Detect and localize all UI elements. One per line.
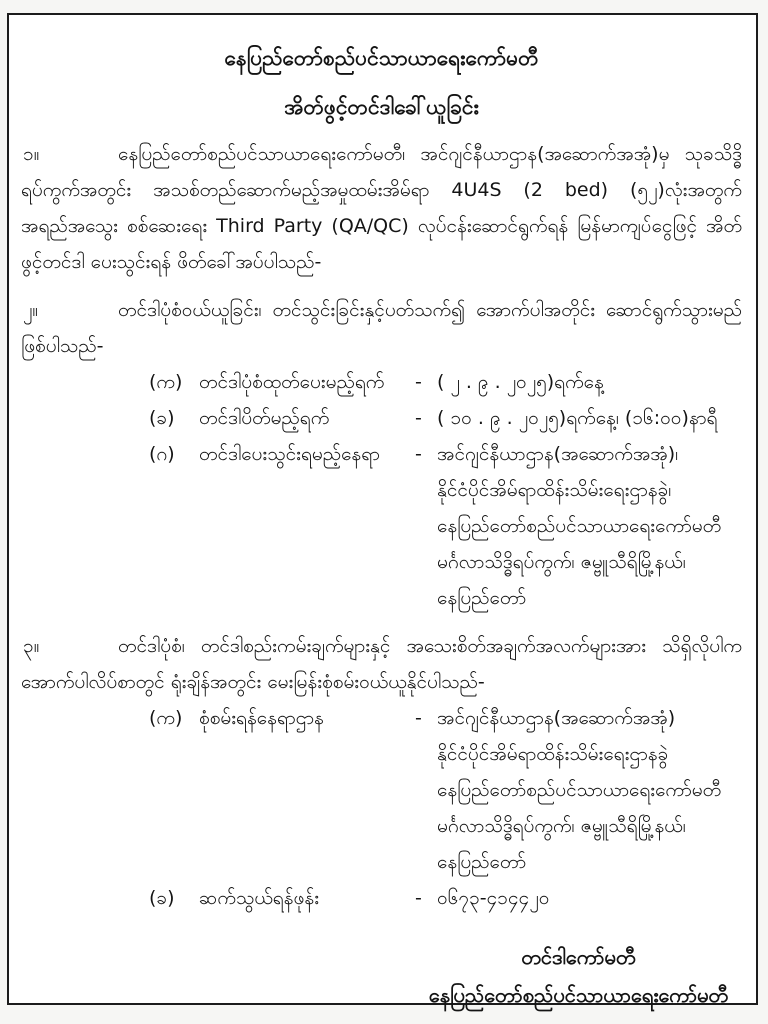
- item-value: ( ၂ . ၉ . ၂၀၂၅)ရက်နေ့: [437, 371, 604, 393]
- paragraph-1-text: နေပြည်တော်စည်ပင်သာယာရေးကော်မတီ၊ အင်ဂျင်နီယာဌာန(အဆောက်အအုံ)မှ သုခသိဒ္ဓိရပ်ကွက်အတွင်း အသစ်တည်ဆောက်မည့်အမှုထမ်းအိမ်ရာ 4U4S (2 bed) (၅၂)လုံးအတွက် အရည်အသွေး စစ်ဆေးရေး Third Party (QA/QC) လုပ်ငန်းဆောင်ရွက်ရန် မြန်မာကျပ်ငွေဖြင့် အိတ်ဖွင့်တင်ဒါ ပေးသွင်းရန် ဖိတ်ခေါ်အပ်ပါသည်-: [21, 143, 742, 273]
- item-dash: -: [415, 371, 422, 393]
- paragraph-2-text: တင်ဒါပုံစံဝယ်ယူခြင်း၊ တင်သွင်းခြင်းနှင့်ပတ်သက်၍ အောက်ပါအတိုင်း ဆောင်ရွက်သွားမည် ဖြစ်ပါသည်-: [21, 299, 742, 357]
- item-label: (ခ): [149, 407, 175, 429]
- list-item: [149, 700, 742, 880]
- list-item: [149, 880, 742, 916]
- item-label: (က): [149, 707, 183, 729]
- item-value: အင်ဂျင်နီယာဌာန(အဆောက်အအုံ)၊ နိုင်ငံပိုင်အိမ်ရာထိန်းသိမ်းရေးဌာနခွဲ၊ နေပြည်တော်စည်ပင်သာယာရေးကော်မတီ မင်္ဂလာသိဒ္ဓိရပ်ကွက်၊ ဇမ္ဗူသီရိမြို့နယ်၊ နေပြည်တော်: [437, 443, 722, 609]
- item-dash: -: [415, 443, 422, 465]
- inquiry-contact-list: [149, 700, 742, 916]
- tender-schedule-list: [149, 364, 742, 616]
- signature-block: [21, 938, 742, 1014]
- signature: [429, 938, 728, 1014]
- item-dash: -: [415, 407, 422, 429]
- signature-line-2: နေပြည်တော်စည်ပင်သာယာရေးကော်မတီ: [428, 983, 728, 1007]
- item-label: (ဂ): [149, 443, 175, 465]
- paragraph-1-number: ၁။: [23, 143, 40, 165]
- paragraph-3-number: ၃။: [23, 635, 40, 657]
- list-item: [149, 400, 742, 436]
- paragraph-2-number: ၂။: [23, 299, 39, 321]
- paragraph-2: [21, 292, 742, 364]
- item-name: တင်ဒါပုံစံထုတ်ပေးမည့်ရက်: [199, 371, 385, 393]
- item-value: ၀၆၇၃-၄၁၄၄၂၀: [437, 887, 550, 909]
- item-label: (က): [149, 371, 183, 393]
- signature-line-1: တင်ဒါကော်မတီ: [521, 945, 636, 969]
- list-item: [149, 436, 742, 616]
- item-name: ဆက်သွယ်ရန်ဖုန်း: [199, 887, 320, 909]
- list-item: [149, 364, 742, 400]
- item-label: (ခ): [149, 887, 175, 909]
- document-title: အိတ်ဖွင့်တင်ဒါခေါ်ယူခြင်း: [284, 95, 479, 119]
- paragraph-1: [21, 136, 742, 280]
- item-name: စုံစမ်းရန်နေရာဌာန: [199, 707, 324, 729]
- item-name: တင်ဒါပေးသွင်းရမည့်နေရာ: [199, 443, 380, 465]
- item-dash: -: [415, 887, 422, 909]
- item-value: အင်ဂျင်နီယာဌာန(အဆောက်အအုံ) နိုင်ငံပိုင်အိမ်ရာထိန်းသိမ်းရေးဌာနခွဲ နေပြည်တော်စည်ပင်သာယာရေးကော်မတီ မင်္ဂလာသိဒ္ဓိရပ်ကွက်၊ ဇမ္ဗူသီရိမြို့နယ်၊ နေပြည်တော်: [437, 707, 722, 873]
- document-page: [7, 13, 758, 1005]
- paragraph-3: [21, 628, 742, 700]
- paragraph-3-text: တင်ဒါပုံစံ၊ တင်ဒါစည်းကမ်းချက်များနှင့် အသေးစိတ်အချက်အလက်များအား သိရှိလိုပါက အောက်ပါလိပ်စာတွင် ရုံးချိန်အတွင်း မေးမြန်းစုံစမ်းဝယ်ယူနိုင်ပါသည်-: [21, 635, 742, 693]
- item-dash: -: [415, 707, 422, 729]
- organization-title: နေပြည်တော်စည်ပင်သာယာရေးကော်မတီ: [224, 46, 539, 70]
- item-name: တင်ဒါပိတ်မည့်ရက်: [199, 407, 330, 429]
- item-value: ( ၁၀ . ၉ . ၂၀၂၅)ရက်နေ့၊ (၁၆:၀၀)နာရီ: [437, 407, 718, 429]
